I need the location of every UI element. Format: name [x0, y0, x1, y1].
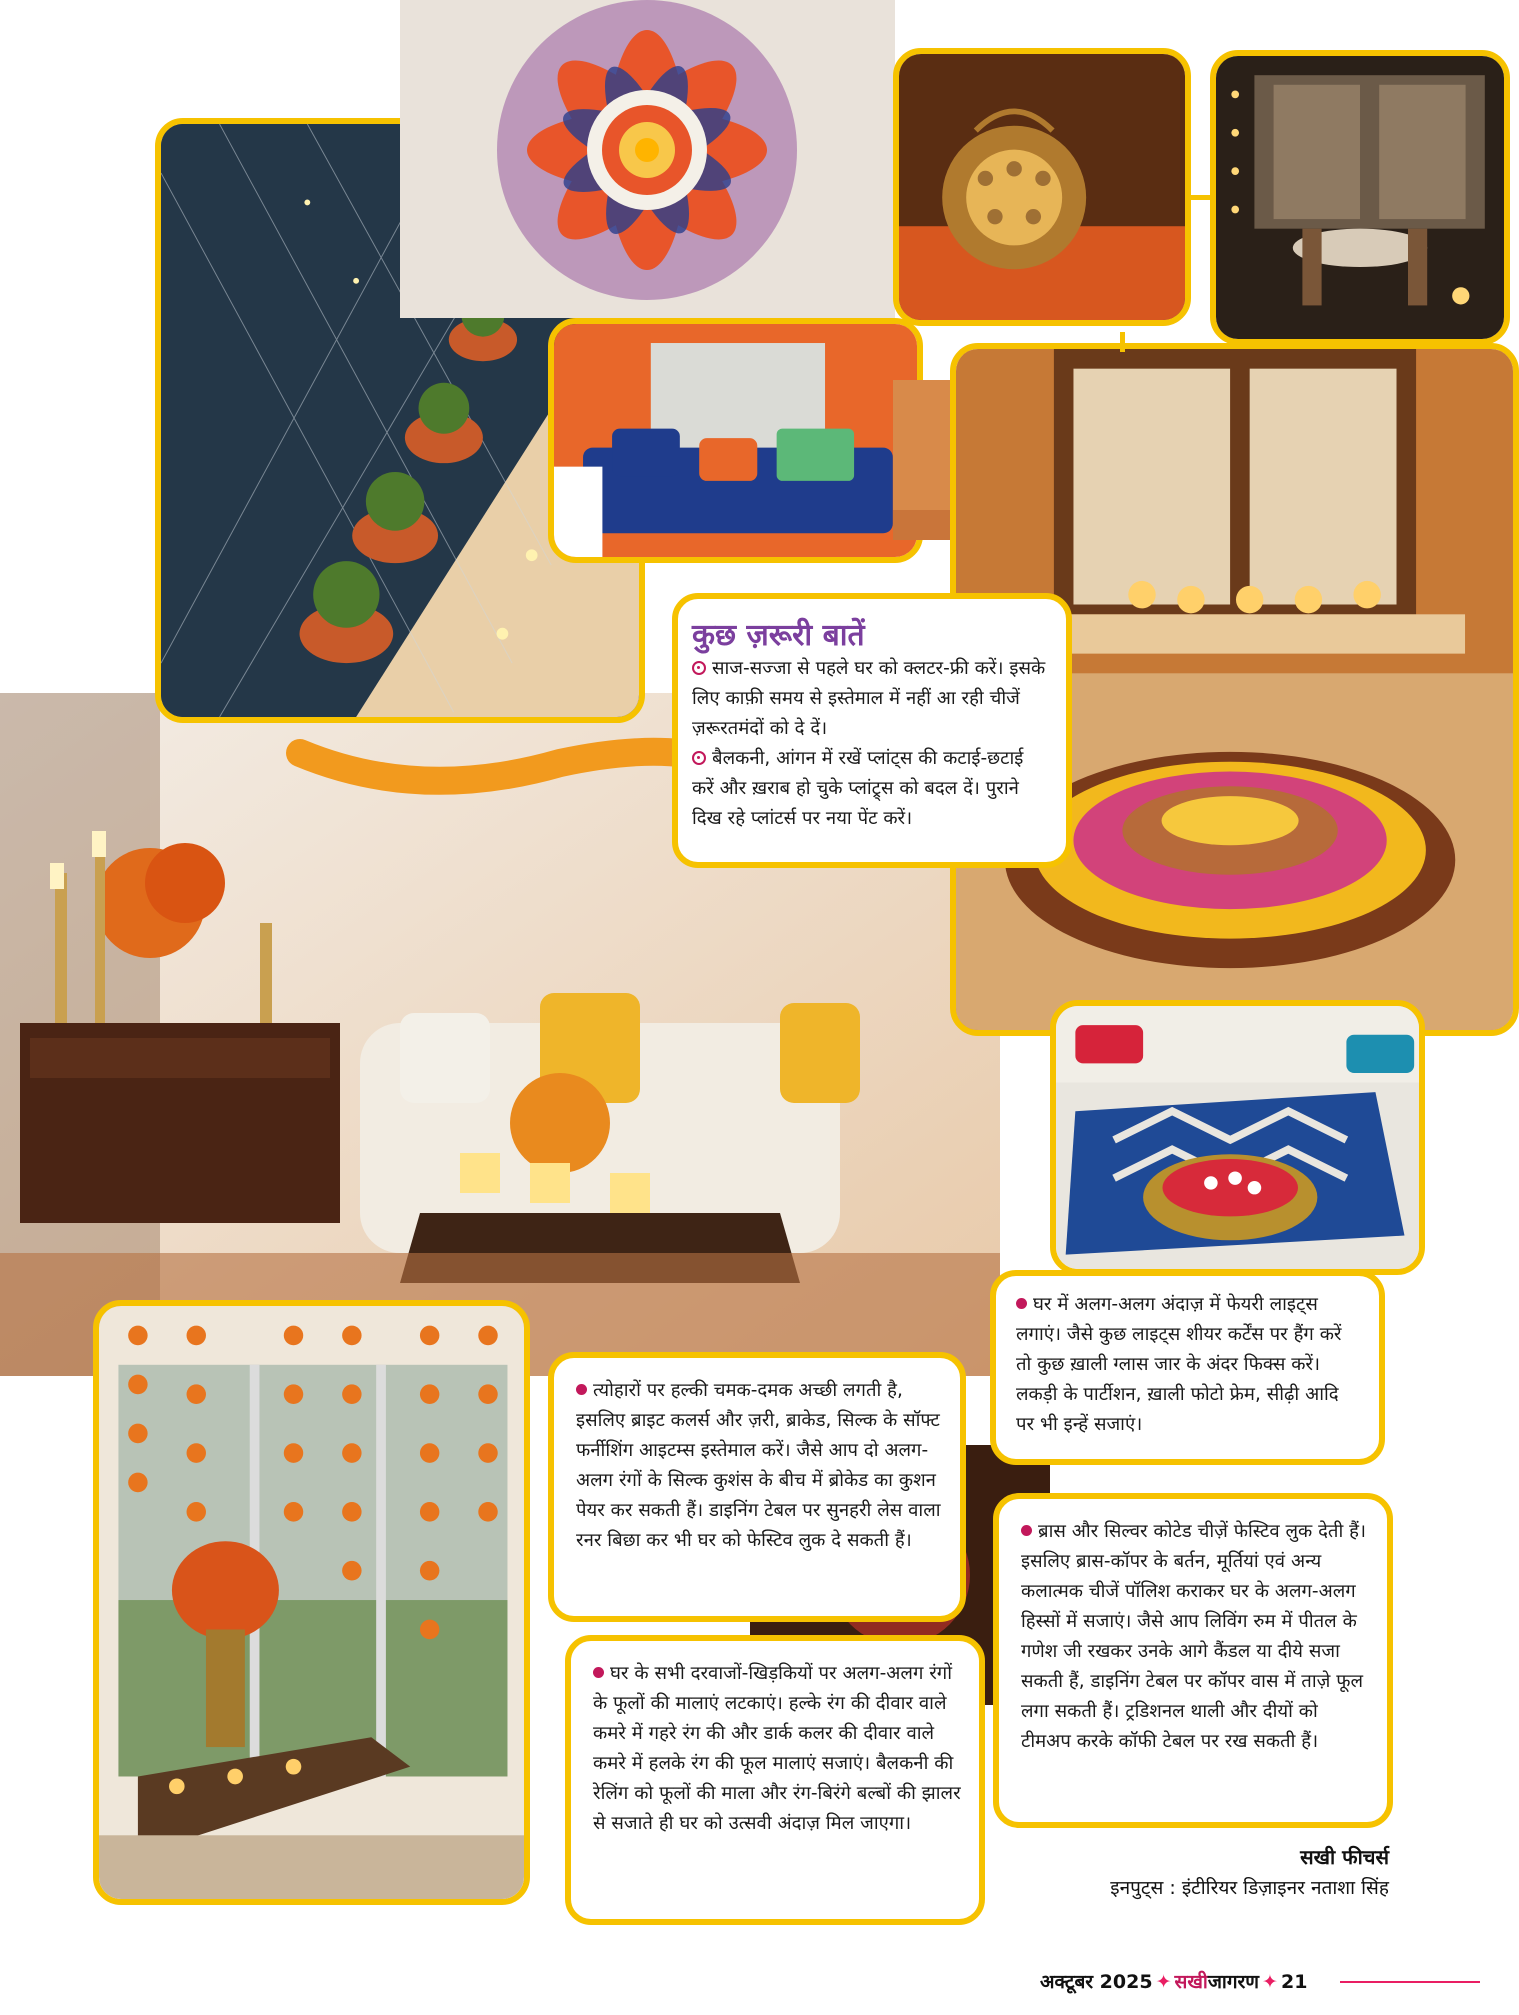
rangoli-photo: [400, 0, 895, 318]
brass-text: ब्रास और सिल्वर कोटेड चीज़ें फेस्टिव लुक देती हैं। इसलिए ब्रास-कॉपर के बर्तन, मूर्तियां एवं अन्य कलात्मक चीजें पॉलिश कराकर घर के अलग-अलग हिस्सों में सजाएं। जैसे आप लिविंग रुम में पीतल के गणेश जी रखकर उनके आगे कैंडल या दीये सजा सकती हैं, डाइनिंग टेबल पर कॉपर वास में ताज़े फूल लगा सकती हैं। ट्रडिशनल थाली और दीयों को टीमअप करके कॉफी टेबल पर रख सकती हैं।: [1021, 1521, 1366, 1752]
fairy-lights-box: [990, 1270, 1385, 1465]
star-icon: ✦: [1262, 1971, 1278, 1993]
bullet-icon: [1021, 1525, 1032, 1536]
star-icon: ✦: [1155, 1971, 1172, 1993]
garland-text: घर के सभी दरवाजों-खिड़कियों पर अलग-अलग रंगों के फूलों की मालाएं लटकाएं। हल्के रंग की दीवार वाले कमरे में गहरे रंग की और डार्क कलर की दीवार वाले कमरे में हलके रंग की फूल मालाएं सजाएं। बैलकनी की रेलिंग को फूलों की माला और रंग-बिरंगे बल्बों की झालर से सजाते ही घर को उत्सवी अंदाज़ मिल जाएगा।: [593, 1663, 961, 1834]
garland-box: [565, 1635, 985, 1925]
fabrics-box: [548, 1352, 966, 1622]
tips-box-title: कुछ ज़रूरी बातें: [692, 618, 865, 653]
target-bullet-icon: [692, 751, 706, 765]
bullet-icon: [593, 1667, 604, 1678]
frame-connector: [1185, 195, 1215, 200]
footer-brand-2: जागरण: [1207, 1971, 1260, 1993]
brass-box: [993, 1493, 1393, 1828]
footer-brand-1: सखी: [1174, 1971, 1208, 1993]
byline: सखी फीचर्स: [1300, 1845, 1389, 1869]
terrace-dining-photo: [1210, 50, 1510, 345]
footer-month-year: अक्टूबर 2025: [1040, 1971, 1153, 1993]
fairy-lights-text: घर में अलग-अलग अंदाज़ में फेयरी लाइट्स लगाएं। जैसे कुछ लाइट्स शीयर कर्टेंस पर हैंग करें तो कुछ ख़ाली ग्लास जार के अंदर फिक्स करें। लकड़ी के पार्टीशन, ख़ाली फोटो फ्रेम, सीढ़ी आदि पर भी इन्हें सजाएं।: [1016, 1294, 1342, 1435]
marigold-window-photo: [93, 1300, 530, 1905]
tip-item: बैलकनी, आंगन में रखें प्लांट्स की कटाई-छटाई करें और ख़राब हो चुके प्लांट्र्स को बदल दें। पुराने दिख रहे प्लांटर्स पर नया पेंट करें।: [692, 748, 1024, 829]
brass-lantern-photo: [893, 48, 1191, 326]
footer-rule: [1340, 1981, 1480, 1983]
tip-item: साज-सज्जा से पहले घर को क्लटर-फ्री करें। इसके लिए काफ़ी समय से इस्तेमाल में नहीं आ रही चीजें ज़रूरतमंदों को दे दें।: [692, 658, 1046, 739]
tips-box: [672, 593, 1072, 868]
frame-connector: [1120, 332, 1125, 352]
blue-rug-urli-photo: [1050, 1000, 1425, 1275]
fabrics-text: त्योहारों पर हल्की चमक-दमक अच्छी लगती है, इसलिए ब्राइट कलर्स और ज़री, ब्राकेड, सिल्क के सॉफ्ट फर्नीशिंग आइटम्स इस्तेमाल करें। जैसे आप दो अलग-अलग रंगों के सिल्क कुशंस के बीच में ब्रोकेड का कुशन पेयर कर सकती हैं। डाइनिंग टेबल पर सुनहरी लेस वाला रनर बिछा कर भी घर को फेस्टिव लुक दे सकती हैं।: [576, 1380, 941, 1551]
page-number: 21: [1280, 1971, 1308, 1993]
page-footer: [1040, 1968, 1307, 1994]
inputs-credit: इनपुट्स : इंटीरियर डिज़ाइनर नताशा सिंह: [1110, 1877, 1389, 1899]
bullet-icon: [1016, 1298, 1027, 1309]
blue-daybed-photo: [548, 318, 923, 563]
target-bullet-icon: [692, 661, 706, 675]
bullet-icon: [576, 1384, 587, 1395]
